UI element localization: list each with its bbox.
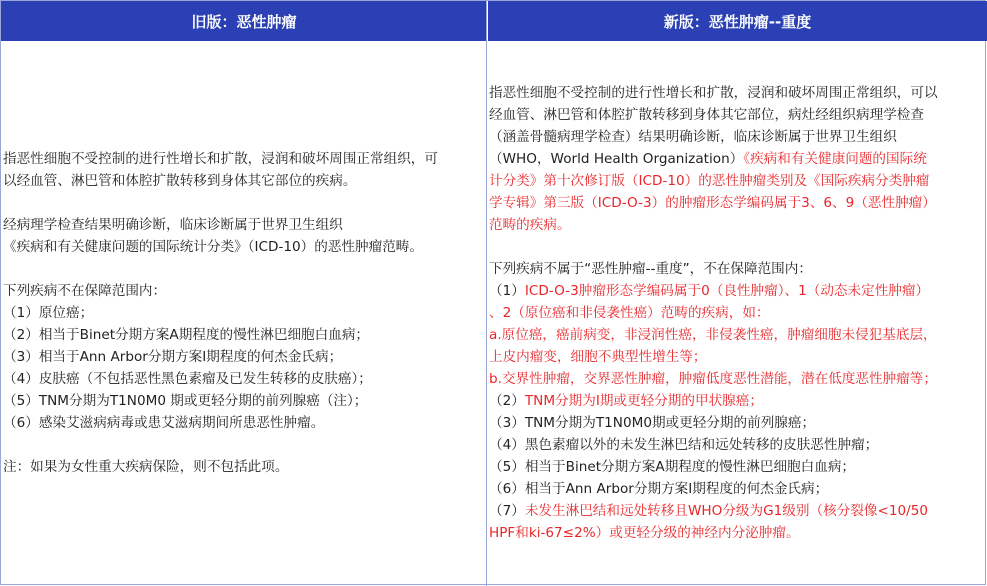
- text-line: [3, 170, 485, 192]
- text-line: [489, 104, 985, 126]
- blank-line: [3, 192, 485, 214]
- highlighted-text: 上皮内瘤变，细胞不典型性增生等；: [489, 349, 707, 365]
- highlighted-text: TNM分期为Ⅰ期或更轻分期的甲状腺癌；: [524, 393, 763, 409]
- blank-line: [3, 258, 485, 280]
- highlighted-text: 《疾病和有关健康问题的国际统: [743, 151, 927, 167]
- old-definition-cell: [3, 148, 485, 478]
- text-segment: （1）原位癌；: [3, 305, 94, 321]
- text-segment: 下列疾病不在保障范围内：: [3, 283, 167, 299]
- text-line: [3, 390, 485, 412]
- text-line: [489, 368, 985, 390]
- text-line: [489, 280, 985, 302]
- text-line: [489, 82, 985, 104]
- highlighted-text: HPF和ki-67≤2%）或更轻分级的神经内分泌肿瘤。: [489, 525, 800, 541]
- text-line: [489, 148, 985, 170]
- text-line: [3, 280, 485, 302]
- blank-line: [489, 236, 985, 258]
- text-line: [489, 170, 985, 192]
- text-line: [3, 346, 485, 368]
- text-line: [3, 324, 485, 346]
- text-segment: （7）: [489, 503, 525, 519]
- old-version-header: 旧版：恶性肿瘤: [1, 1, 487, 41]
- text-segment: 注：如果为女性重大疾病保险，则不包括此项。: [3, 459, 289, 475]
- text-line: [489, 522, 985, 544]
- text-line: [489, 192, 985, 214]
- text-segment: （3）相当于Ann Arbor分期方案Ⅰ期程度的何杰金氏病；: [3, 349, 343, 365]
- highlighted-text: b.交界性肿瘤，交界恶性肿瘤，肿瘤低度恶性潜能，潜在低度恶性肿瘤等；: [489, 371, 937, 387]
- text-line: [489, 302, 985, 324]
- text-line: [3, 412, 485, 434]
- text-segment: （3）TNM分期为T1N0M0期或更轻分期的前列腺癌；: [489, 415, 816, 431]
- text-line: [489, 434, 985, 456]
- text-segment: （6）相当于Ann Arbor分期方案Ⅰ期程度的何杰金氏病；: [489, 481, 829, 497]
- highlighted-text: 范畴的疾病。: [489, 217, 571, 233]
- text-segment: （2）: [489, 393, 525, 409]
- text-line: [489, 456, 985, 478]
- highlighted-text: a.原位癌，癌前病变，非浸润性癌，非侵袭性癌，肿瘤细胞未侵犯基底层，: [489, 327, 937, 343]
- text-segment: （2）相当于Binet分期方案A期程度的慢性淋巴细胞白血病；: [3, 327, 370, 343]
- text-line: [3, 302, 485, 324]
- new-definition-cell: [489, 82, 985, 544]
- text-line: [3, 236, 485, 258]
- text-segment: 下列疾病不属于“恶性肿瘤--重度”，不在保障范围内：: [489, 261, 812, 277]
- highlighted-text: 、2（原位癌和非侵袭性癌）范畴的疾病，如：: [489, 305, 770, 321]
- text-segment: 经病理学检查结果明确诊断，临床诊断属于世界卫生组织: [3, 217, 343, 233]
- highlighted-text: 未发生淋巴结和远处转移且WHO分级为G1级别（核分裂像<10/50: [524, 503, 929, 519]
- highlighted-text: ICD-O-3肿瘤形态学编码属于0（良性肿瘤）、1（动态未定性肿瘤）: [524, 283, 930, 299]
- text-segment: 经血管、淋巴管和体腔扩散转移到身体其它部位，病灶经组织病理学检查: [489, 107, 924, 123]
- text-segment: 指恶性细胞不受控制的进行性增长和扩散，浸润和破坏周围正常组织，可: [3, 151, 438, 167]
- text-segment: （1）: [489, 283, 525, 299]
- blank-line: [3, 434, 485, 456]
- text-line: [3, 214, 485, 236]
- text-segment: （6）感染艾滋病病毒或患艾滋病期间所患恶性肿瘤。: [3, 415, 325, 431]
- text-line: [489, 478, 985, 500]
- text-segment: （5）TNM分期为T1N0M0 期或更轻分期的前列腺癌（注）；: [3, 393, 368, 409]
- text-line: [489, 346, 985, 368]
- highlighted-text: 计分类》第十次修订版（ICD-10）的恶性肿瘤类别及《国际疾病分类肿瘤: [489, 173, 930, 189]
- text-segment: （涵盖骨髓病理学检查）结果明确诊断，临床诊断属于世界卫生组织: [489, 129, 897, 145]
- text-segment: 以经血管、淋巴管和体腔扩散转移到身体其它部位的疾病。: [3, 173, 357, 189]
- text-segment: （4）黑色素瘤以外的未发生淋巴结和远处转移的皮肤恶性肿瘤；: [489, 437, 879, 453]
- text-line: [489, 500, 985, 522]
- text-line: [489, 412, 985, 434]
- text-line: [489, 324, 985, 346]
- text-line: [489, 126, 985, 148]
- column-divider: [486, 0, 487, 586]
- new-version-header: 新版：恶性肿瘤--重度: [488, 1, 987, 41]
- text-segment: 指恶性细胞不受控制的进行性增长和扩散，浸润和破坏周围正常组织，可以: [489, 85, 938, 101]
- text-line: [3, 148, 485, 170]
- text-line: [489, 258, 985, 280]
- text-line: [3, 368, 485, 390]
- text-line: [489, 390, 985, 412]
- text-line: [3, 456, 485, 478]
- text-line: [489, 214, 985, 236]
- text-segment: 《疾病和有关健康问题的国际统计分类》（ICD-10）的恶性肿瘤范畴。: [3, 239, 423, 255]
- highlighted-text: 学专辑》第三版（ICD-O-3）的肿瘤形态学编码属于3、6、9（恶性肿瘤）: [489, 195, 936, 211]
- text-segment: （WHO，World Health Organization）: [489, 151, 744, 167]
- text-segment: （4）皮肤癌（不包括恶性黑色素瘤及已发生转移的皮肤癌）；: [3, 371, 372, 387]
- text-segment: （5）相当于Binet分期方案A期程度的慢性淋巴细胞白血病；: [489, 459, 856, 475]
